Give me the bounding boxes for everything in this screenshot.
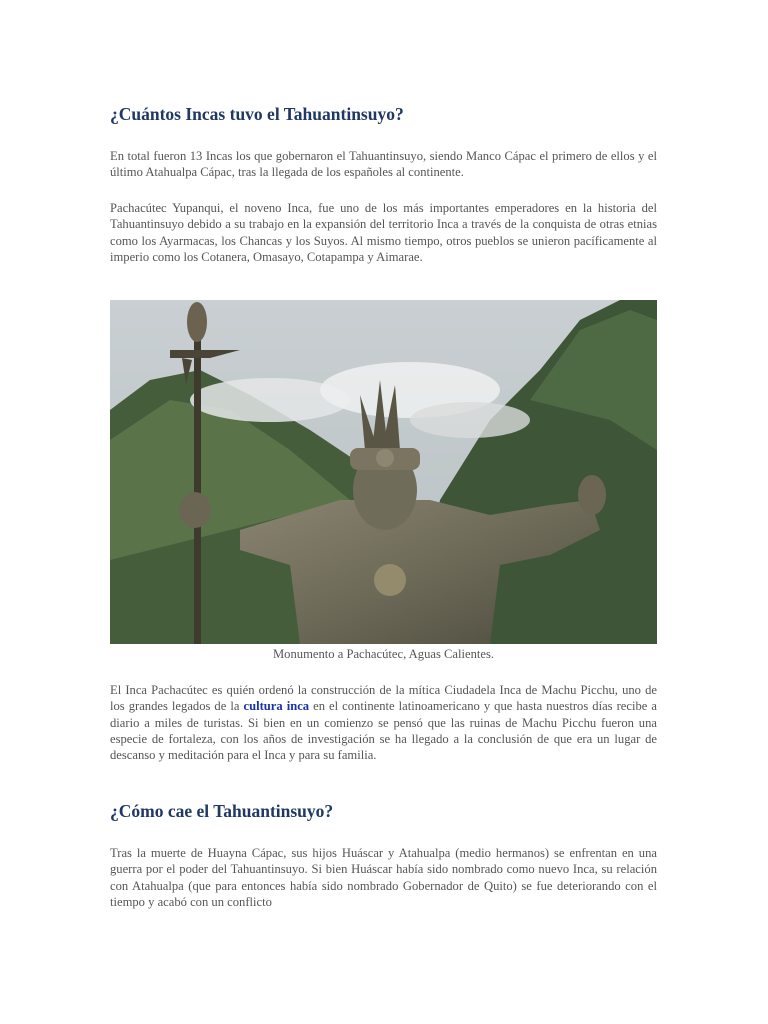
paragraph-machu-picchu xyxy=(110,682,657,763)
paragraph-text-end: en el continente latinoamericano y que hasta nuestros días recibe a diario a miles de turistas. Si bien en un comienzo se pensó que las ruinas de Machu Picchu fueron una especie de fortaleza, con los años de investigación se ha llegado a la conclusión de que era un lugar de descanso y meditación para el Inca y para su familia. xyxy=(110,699,657,763)
cultura-inca-link[interactable]: cultura inca xyxy=(243,699,310,714)
paragraph-text-start: El Inca Pachacútec es quién ordenó la construcción de la mítica Ciudadela Inca de Machu Picchu, uno de los grandes legados de la xyxy=(110,683,657,714)
heading-como-cae: ¿Cómo cae el Tahuantinsuyo? xyxy=(110,801,334,821)
heading-cuantos-incas: ¿Cuántos Incas tuvo el Tahuantinsuyo? xyxy=(110,104,404,124)
paragraph-huascar-atahualpa: Tras la muerte de Huayna Cápac, sus hijos Huáscar y Atahualpa (medio hermanos) se enfrentan en una guerra por el poder del Tahuantinsuyo. Si bien Huáscar había sido nombrado como nuevo Inca, su relación con Atahualpa (que para entonces había sido nombrado Gobernador de Quito) se fue deteriorando con el tiempo y acabó con un conflicto xyxy=(110,846,657,909)
paragraph-13-incas: En total fueron 13 Incas los que gobernaron el Tahuantinsuyo, siendo Manco Cápac el primero de ellos y el último Atahualpa Cápac, tras la llegada de los españoles al continente. xyxy=(110,149,657,180)
photo-caption: Monumento a Pachacútec, Aguas Calientes. xyxy=(272,647,495,661)
paragraph-pachacutec: Pachacútec Yupanqui, el noveno Inca, fue uno de los más importantes emperadores en la historia del Tahuantinsuyo debido a su trabajo en la expansión del territorio Inca a través de la conquista de otras etnias como los Ayarmacas, los Chancas y los Suyos. Al mismo tiempo, otros pueblos se unieron pacíficamente al imperio como los Cotanera, Omasayo, Cotapampa y Aimarae. xyxy=(110,201,657,264)
pachacutec-monument-photo xyxy=(110,300,657,644)
